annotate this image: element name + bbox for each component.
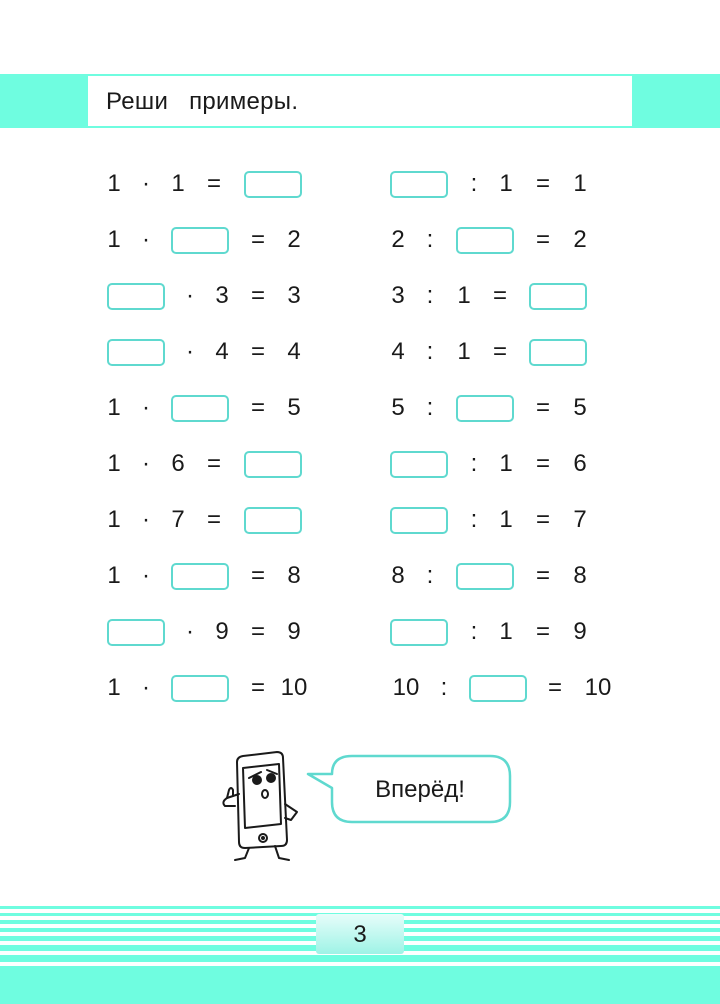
right-expression-token: =: [535, 618, 551, 645]
left-expression-token: =: [250, 618, 266, 645]
left-answer-box[interactable]: [107, 339, 165, 366]
left-expression-token: 2: [287, 226, 301, 253]
left-answer-box[interactable]: [107, 283, 165, 310]
left-expression-token: =: [250, 562, 266, 589]
left-expression-token: =: [206, 506, 222, 533]
left-expression-token: ·: [142, 506, 150, 533]
right-expression-token: :: [470, 618, 478, 645]
left-expression-token: 8: [287, 562, 301, 589]
left-expression-token: ·: [142, 450, 150, 477]
right-answer-box[interactable]: [390, 171, 448, 198]
left-expression-token: 1: [107, 506, 121, 533]
right-expression-token: 1: [499, 450, 513, 477]
left-expression-token: ·: [186, 282, 194, 309]
right-expression-token: 10: [584, 674, 612, 701]
right-expression-token: =: [535, 506, 551, 533]
left-expression-token: =: [250, 394, 266, 421]
right-answer-box[interactable]: [529, 339, 587, 366]
right-answer-box[interactable]: [390, 507, 448, 534]
right-expression-token: :: [426, 226, 434, 253]
right-answer-box[interactable]: [529, 283, 587, 310]
right-expression-token: =: [492, 338, 508, 365]
left-expression-token: 10: [280, 674, 308, 701]
right-expression-token: 3: [391, 282, 405, 309]
right-expression-token: :: [440, 674, 448, 701]
left-expression-token: 1: [107, 562, 121, 589]
left-expression-token: 9: [287, 618, 301, 645]
right-answer-box[interactable]: [390, 619, 448, 646]
left-expression-token: 7: [171, 506, 185, 533]
right-expression-token: 1: [457, 338, 471, 365]
left-answer-box[interactable]: [244, 171, 302, 198]
right-expression-token: 1: [499, 170, 513, 197]
right-expression-token: =: [535, 394, 551, 421]
right-expression-token: :: [470, 506, 478, 533]
right-expression-token: 7: [573, 506, 587, 533]
left-expression-token: 3: [215, 282, 229, 309]
left-answer-box[interactable]: [171, 395, 229, 422]
right-expression-token: 1: [457, 282, 471, 309]
right-expression-token: 9: [573, 618, 587, 645]
left-expression-token: 1: [107, 170, 121, 197]
page-number: 3: [353, 921, 367, 948]
left-expression-token: ·: [142, 226, 150, 253]
right-expression-token: 8: [573, 562, 587, 589]
right-answer-box[interactable]: [456, 227, 514, 254]
right-answer-box[interactable]: [469, 675, 527, 702]
right-expression-token: 10: [392, 674, 420, 701]
page-title: Реши примеры.: [106, 88, 299, 115]
left-expression-token: =: [250, 282, 266, 309]
left-answer-box[interactable]: [171, 227, 229, 254]
right-expression-token: 4: [391, 338, 405, 365]
left-expression-token: ·: [142, 562, 150, 589]
right-expression-token: :: [426, 338, 434, 365]
left-answer-box[interactable]: [244, 507, 302, 534]
right-expression-token: 1: [573, 170, 587, 197]
right-expression-token: 2: [391, 226, 405, 253]
left-expression-token: 1: [107, 450, 121, 477]
right-expression-token: :: [470, 170, 478, 197]
right-expression-token: 2: [573, 226, 587, 253]
left-answer-box[interactable]: [107, 619, 165, 646]
right-answer-box[interactable]: [456, 563, 514, 590]
left-expression-token: ·: [142, 394, 150, 421]
right-expression-token: =: [547, 674, 563, 701]
left-answer-box[interactable]: [171, 675, 229, 702]
left-expression-token: 6: [171, 450, 185, 477]
left-expression-token: 3: [287, 282, 301, 309]
left-expression-token: =: [206, 170, 222, 197]
right-expression-token: 5: [391, 394, 405, 421]
right-expression-token: =: [535, 170, 551, 197]
left-expression-token: =: [250, 338, 266, 365]
right-expression-token: 1: [499, 618, 513, 645]
left-expression-token: 4: [215, 338, 229, 365]
left-expression-token: 5: [287, 394, 301, 421]
right-answer-box[interactable]: [390, 451, 448, 478]
right-expression-token: =: [535, 450, 551, 477]
left-answer-box[interactable]: [244, 451, 302, 478]
left-expression-token: =: [250, 226, 266, 253]
right-answer-box[interactable]: [456, 395, 514, 422]
right-expression-token: 8: [391, 562, 405, 589]
right-expression-token: 1: [499, 506, 513, 533]
right-expression-token: =: [535, 562, 551, 589]
left-expression-token: 4: [287, 338, 301, 365]
speech-text: Вперёд!: [375, 776, 465, 803]
right-expression-token: :: [426, 562, 434, 589]
right-expression-token: :: [426, 394, 434, 421]
left-expression-token: 1: [171, 170, 185, 197]
left-expression-token: 1: [107, 394, 121, 421]
smartphone-mascot-icon: [205, 748, 315, 866]
right-expression-token: 6: [573, 450, 587, 477]
left-expression-token: ·: [142, 674, 150, 701]
left-expression-token: 9: [215, 618, 229, 645]
right-expression-token: =: [535, 226, 551, 253]
left-expression-token: ·: [142, 170, 150, 197]
right-expression-token: :: [470, 450, 478, 477]
left-answer-box[interactable]: [171, 563, 229, 590]
left-expression-token: 1: [107, 674, 121, 701]
left-expression-token: 1: [107, 226, 121, 253]
right-expression-token: 5: [573, 394, 587, 421]
left-expression-token: ·: [186, 338, 194, 365]
left-expression-token: ·: [186, 618, 194, 645]
right-expression-token: :: [426, 282, 434, 309]
left-expression-token: =: [250, 674, 266, 701]
right-expression-token: =: [492, 282, 508, 309]
left-expression-token: =: [206, 450, 222, 477]
